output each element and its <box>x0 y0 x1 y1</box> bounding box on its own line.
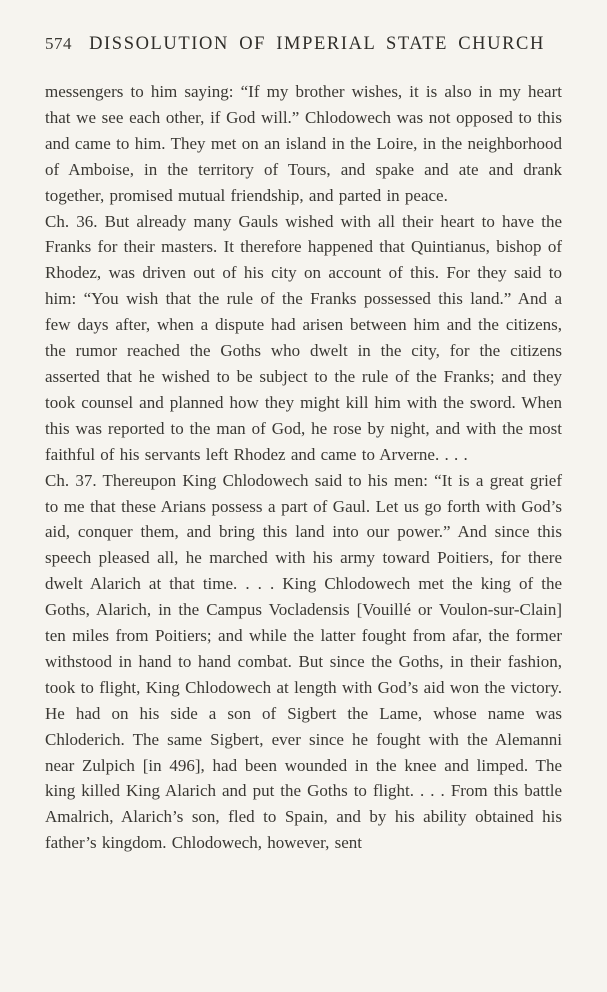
paragraph: Ch. 36. But already many Gauls wished with all their heart to have the Franks for their masters. It therefore happened that Quintianus, bishop of Rhodez, was driven out of his city on account of this. For they said to him: “You wish that the rule of the Franks possessed this land.” And a few days after, when a dispute had arisen between him and the citizens, the rumor reached the Goths who dwelt in the city, for the citizens asserted that he wished to be subject to the rule of the Franks; and they took counsel and planned how they might kill him with the sword. When this was reported to the man of God, he rose by night, and with the most faithful of his servants left Rhodez and came to Arverne. . . . <box>45 211 562 464</box>
running-title: DISSOLUTION OF IMPERIAL STATE CHURCH <box>89 34 545 54</box>
page-number: 574 <box>45 34 72 53</box>
paragraph: messengers to him saying: “If my brother wishes, it is also in my heart that we see each other, if God will.” Chlodowech was not opposed to this and came to him. They met on an island in the Loire, in the neighborhood of Amboise, in the territory of Tours, and spake and ate and drank together, promised mutual friendship, and parted in peace. <box>45 82 562 205</box>
body-text <box>45 79 562 856</box>
page-header <box>45 34 562 55</box>
paragraph: Ch. 37. Thereupon King Chlodowech said to his men: “It is a great grief to me that these Arians possess a part of Gaul. Let us go forth with God’s aid, conquer them, and bring this land into our power.” And since this speech pleased all, he marched with his army toward Poitiers, for there dwelt Alarich at that time. . . . King Chlodowech met the king of the Goths, Alarich, in the Campus Vocladensis [Vouillé or Voulon-sur-Clain] ten miles from Poitiers; and while the latter fought from afar, the former withstood in hand to hand combat. But since the Goths, in their fashion, took to flight, King Chlodowech at length with God’s aid won the victory. He had on his side a son of Sigbert the Lame, whose name was Chloderich. The same Sigbert, ever since he fought with the Alemanni near Zulpich [in 496], had been wounded in the knee and limped. The king killed King Alarich and put the Goths to flight. . . . From this battle Amalrich, Alarich’s son, fled to Spain, and by his ability obtained his father’s kingdom. Chlodowech, however, sent <box>45 470 562 853</box>
